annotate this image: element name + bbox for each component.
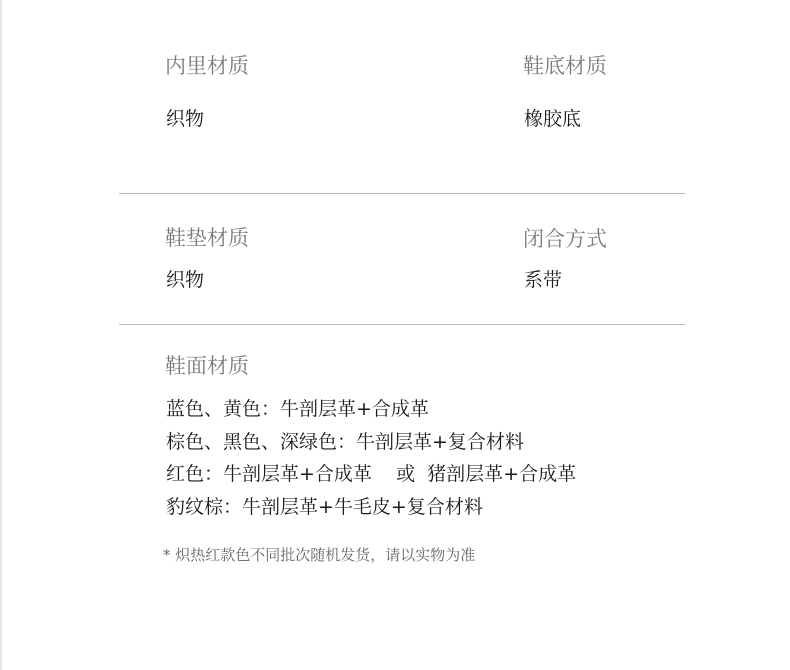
insole-material-label: 鞋垫材质 <box>165 226 249 250</box>
upper-material-line: 棕色、黑色、深绿色：牛剖层革+复合材料 <box>166 430 524 453</box>
closure-type-label: 闭合方式 <box>523 227 607 251</box>
shipping-note: * 炽热红款色不同批次随机发货，请以实物为准 <box>163 546 476 564</box>
divider-1 <box>119 193 685 194</box>
closure-type-value: 系带 <box>524 269 563 291</box>
divider-2 <box>119 324 685 325</box>
lining-material-label: 内里材质 <box>165 54 249 78</box>
page-left-border <box>0 0 2 670</box>
insole-material-value: 织物 <box>166 269 205 291</box>
upper-material-list <box>166 397 576 527</box>
sole-material-value: 橡胶底 <box>524 108 582 130</box>
upper-material-line: 蓝色、黄色：牛剖层革+合成革 <box>166 398 429 420</box>
upper-material-line: 豹纹棕：牛剖层革+牛毛皮+复合材料 <box>166 495 483 518</box>
upper-material-line: 红色：牛剖层革+合成革 或 猪剖层革+合成革 <box>166 463 577 485</box>
lining-material-value: 织物 <box>166 108 205 130</box>
sole-material-label: 鞋底材质 <box>523 54 607 78</box>
upper-material-label: 鞋面材质 <box>165 354 249 378</box>
